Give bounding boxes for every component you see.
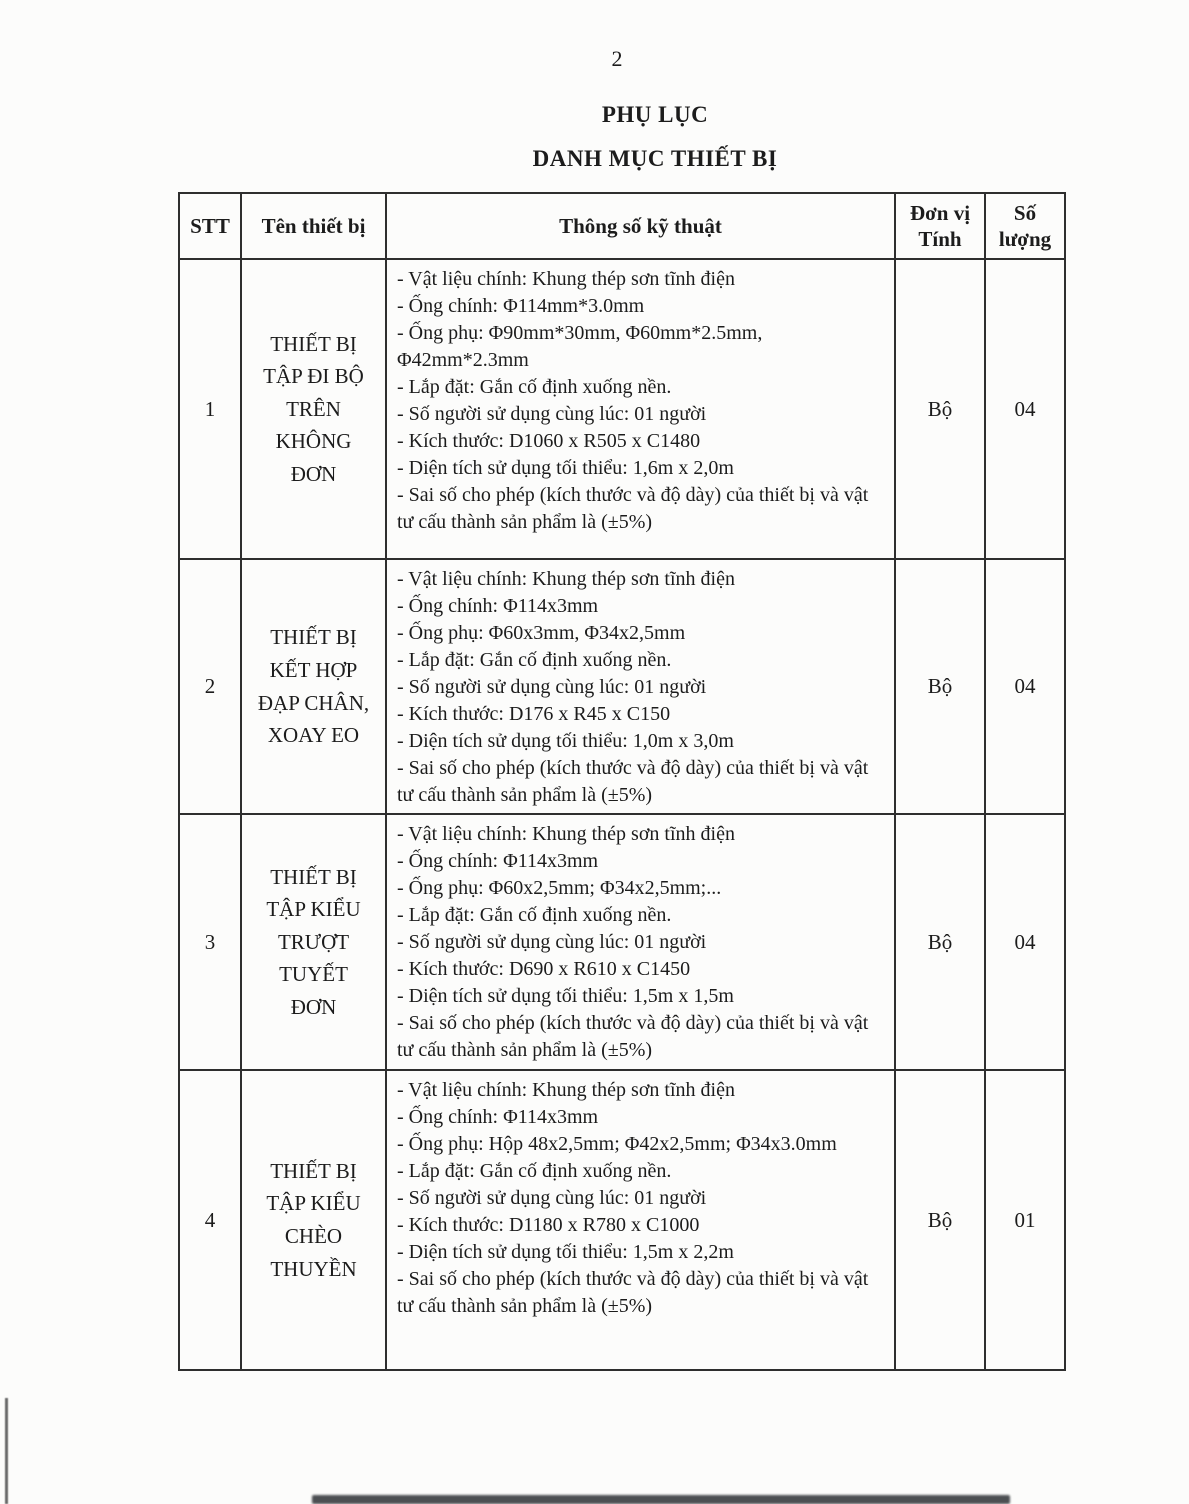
scan-artifact-bar	[312, 1495, 1010, 1504]
spec-line: - Vật liệu chính: Khung thép sơn tĩnh điện	[397, 1079, 735, 1101]
row-number: 4	[179, 1070, 241, 1370]
spec-line: - Vật liệu chính: Khung thép sơn tĩnh điện	[397, 268, 735, 290]
spec-line: - Ống chính: Φ114x3mm	[397, 595, 599, 617]
spec-line: - Sai số cho phép (kích thước và độ dày) của thiết bị và vật tư cấu thành sản phẩm là (±5%)	[397, 1268, 869, 1317]
quantity-cell: 01	[985, 1070, 1065, 1370]
spec-line: - Lắp đặt: Gắn cố định xuống nền.	[397, 376, 672, 398]
spec-line: - Số người sử dụng cùng lúc: 01 người	[397, 931, 707, 953]
spec-list	[386, 1070, 895, 1370]
spec-line: - Ống phụ: Φ90mm*30mm, Φ60mm*2.5mm, Φ42mm*2.3mm	[397, 322, 763, 371]
spec-line: - Diện tích sử dụng tối thiểu: 1,6m x 2,0m	[397, 457, 734, 479]
spec-line: - Số người sử dụng cùng lúc: 01 người	[397, 1187, 707, 1209]
spec-line: - Lắp đặt: Gắn cố định xuống nền.	[397, 1160, 672, 1182]
equipment-name: THIẾT BỊ TẬP KIỂU CHÈO THUYỀN	[241, 1070, 386, 1370]
header-specs: Thông số kỹ thuật	[386, 193, 895, 259]
equipment-list-title: DANH MỤC THIẾT BỊ	[532, 146, 778, 171]
spec-line: - Lắp đặt: Gắn cố định xuống nền.	[397, 904, 672, 926]
row-number: 2	[179, 559, 241, 814]
spec-line: - Diện tích sử dụng tối thiểu: 1,5m x 1,5m	[397, 985, 734, 1007]
spec-line: - Lắp đặt: Gắn cố định xuống nền.	[397, 649, 672, 671]
unit-cell: Bộ	[895, 559, 985, 814]
quantity-cell: 04	[985, 259, 1065, 559]
table-row	[179, 814, 1065, 1070]
spec-line: - Kích thước: D690 x R610 x C1450	[397, 958, 691, 980]
spec-line: - Vật liệu chính: Khung thép sơn tĩnh điện	[397, 568, 735, 590]
quantity-cell: 04	[985, 814, 1065, 1070]
row-number: 1	[179, 259, 241, 559]
spec-line: - Diện tích sử dụng tối thiểu: 1,0m x 3,0m	[397, 730, 734, 752]
spec-line: - Số người sử dụng cùng lúc: 01 người	[397, 676, 707, 698]
spec-line: - Ống chính: Φ114x3mm	[397, 850, 599, 872]
spec-line: - Diện tích sử dụng tối thiểu: 1,5m x 2,2m	[397, 1241, 734, 1263]
spec-list	[386, 259, 895, 559]
header-equipment-name: Tên thiết bị	[241, 193, 386, 259]
spec-list	[386, 814, 895, 1070]
spec-line: - Số người sử dụng cùng lúc: 01 người	[397, 403, 707, 425]
row-number: 3	[179, 814, 241, 1070]
unit-cell: Bộ	[895, 259, 985, 559]
spec-line: - Kích thước: D1180 x R780 x C1000	[397, 1214, 700, 1236]
spec-line: - Ống chính: Φ114mm*3.0mm	[397, 295, 645, 317]
table-row	[179, 259, 1065, 559]
equipment-table	[178, 192, 1066, 1371]
spec-line: - Sai số cho phép (kích thước và độ dày) của thiết bị và vật tư cấu thành sản phẩm là (±5%)	[397, 757, 869, 806]
quantity-cell: 04	[985, 559, 1065, 814]
appendix-title: PHỤ LỤC	[601, 102, 709, 127]
spec-line: - Kích thước: D176 x R45 x C150	[397, 703, 671, 725]
header-quantity: Số lượng	[985, 193, 1065, 259]
spec-line: - Ống phụ: Hộp 48x2,5mm; Φ42x2,5mm; Φ34x3.0mm	[397, 1133, 837, 1155]
table-row	[179, 559, 1065, 814]
scan-edge-artifact	[5, 1398, 8, 1504]
equipment-name: THIẾT BỊ TẬP KIỂU TRƯỢT TUYẾT ĐƠN	[241, 814, 386, 1070]
table-header-row	[179, 193, 1065, 259]
table-row	[179, 1070, 1065, 1370]
document-header	[121, 102, 1189, 172]
equipment-name: THIẾT BỊ KẾT HỢP ĐẠP CHÂN, XOAY EO	[241, 559, 386, 814]
spec-list	[386, 559, 895, 814]
spec-line: - Vật liệu chính: Khung thép sơn tĩnh điện	[397, 823, 735, 845]
spec-line: - Ống chính: Φ114x3mm	[397, 1106, 599, 1128]
unit-cell: Bộ	[895, 1070, 985, 1370]
page-number: 2	[611, 46, 623, 71]
unit-cell: Bộ	[895, 814, 985, 1070]
spec-line: - Kích thước: D1060 x R505 x C1480	[397, 430, 701, 452]
header-stt: STT	[179, 193, 241, 259]
header-unit: Đơn vị Tính	[895, 193, 985, 259]
spec-line: - Sai số cho phép (kích thước và độ dày) của thiết bị và vật tư cấu thành sản phẩm là (±5%)	[397, 484, 869, 533]
equipment-name: THIẾT BỊ TẬP ĐI BỘ TRÊN KHÔNG ĐƠN	[241, 259, 386, 559]
spec-line: - Sai số cho phép (kích thước và độ dày) của thiết bị và vật tư cấu thành sản phẩm là (±5%)	[397, 1012, 869, 1061]
spec-line: - Ống phụ: Φ60x2,5mm; Φ34x2,5mm;...	[397, 877, 722, 899]
spec-line: - Ống phụ: Φ60x3mm, Φ34x2,5mm	[397, 622, 686, 644]
